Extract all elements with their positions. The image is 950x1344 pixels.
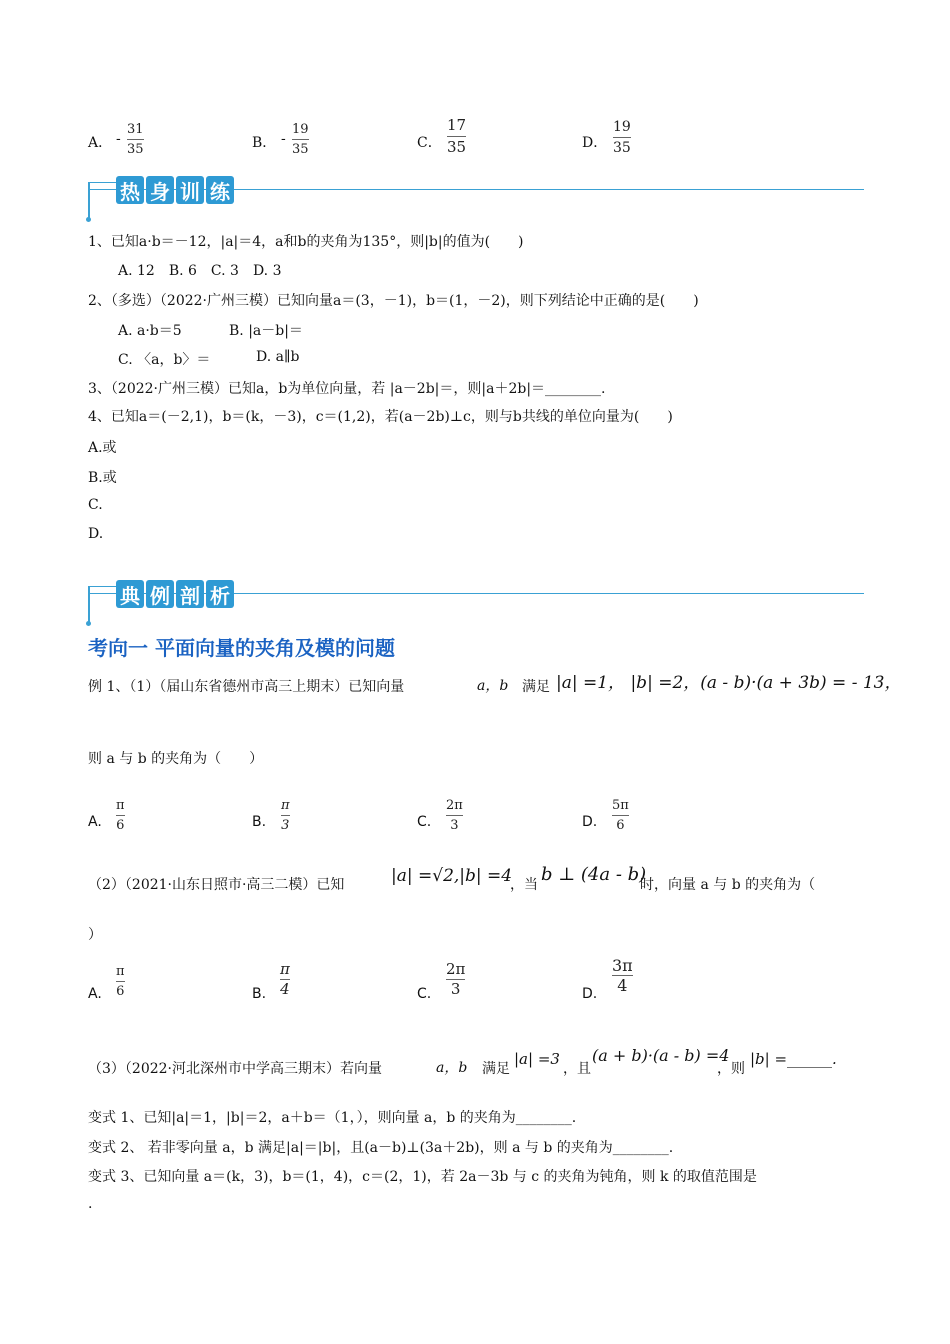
example1-part1-equation: |a| =1， |b| =2，(a - b)·(a + 3b) = - 13， (556, 673, 902, 693)
fraction-numerator: 3π (612, 956, 633, 975)
section-banner-warmup (88, 174, 864, 214)
option-label: B. (252, 986, 267, 1002)
fraction-denominator: 3 (450, 818, 459, 833)
option-fraction (612, 798, 629, 833)
example1-part1-cond: 满足 (522, 679, 550, 695)
fraction-numerator: 19 (613, 119, 631, 135)
fraction-numerator: 31 (127, 122, 144, 137)
example1-part3-end: ，则 (717, 1061, 745, 1077)
variant-1: 变式 1、已知|a|＝1，|b|＝2，a＋b＝（1，），则向量 a，b 的夹角为________. (88, 1110, 577, 1126)
option-fraction (612, 958, 633, 993)
example1-part3-mid: 满足 (482, 1061, 510, 1077)
warmup-question-2-option-a: A. a·b＝5 (118, 323, 182, 339)
fraction-numerator: 2π (446, 960, 466, 978)
variant-2: 变式 2、 若非零向量 a，b 满足|a|＝|b|，且(a－b)⊥(3a＋2b)，则 a 与 b 的夹角为________. (88, 1140, 674, 1156)
example1-var-a: a，b (477, 678, 509, 694)
fraction-denominator: 3 (281, 818, 290, 833)
variant-3-end: . (88, 1196, 93, 1212)
warmup-question-2: 2、（多选）（2022·广州三模）已知向量a＝(3，－1)，b＝(1，－2)，则下列结论中正确的是( ) (88, 293, 699, 309)
option-c-fraction (447, 117, 466, 156)
option-fraction (116, 798, 125, 833)
warmup-question-2-option-b: B. |a－b|＝ (229, 323, 303, 339)
option-label: A. (88, 986, 102, 1002)
fraction-denominator: 35 (613, 140, 631, 156)
option-label: D. (582, 814, 598, 830)
option-label: D. (582, 986, 598, 1002)
option-label: C. (417, 814, 432, 830)
warmup-question-4-option-b: B.或 (88, 470, 117, 486)
example1-part2-end: 时，向量 a 与 b 的夹角为（ (640, 877, 816, 893)
fraction-denominator: 6 (116, 984, 125, 999)
example1-part3-eq1: |a| =3 (514, 1050, 560, 1068)
fraction-denominator: 35 (292, 142, 309, 157)
fraction-numerator: π (116, 798, 125, 813)
fraction-numerator: π (281, 798, 290, 813)
warmup-question-4-option-d: D. (88, 526, 104, 542)
banner-char: 剖 (176, 580, 204, 608)
warmup-question-4-option-a: A.或 (88, 440, 117, 456)
section-banner-examples (88, 578, 864, 618)
fraction-numerator: 19 (292, 122, 309, 137)
option-a-sign: - (116, 131, 121, 147)
fraction-numerator: π (280, 960, 290, 978)
example1-part3-prefix: （3）（2022·河北深州市中学高三期末）若向量 (88, 1061, 382, 1077)
fraction-denominator: 4 (617, 976, 628, 995)
fraction-numerator: 5π (612, 798, 629, 813)
option-fraction (446, 798, 463, 833)
fraction-denominator: 3 (450, 980, 461, 998)
warmup-question-1: 1、已知a·b＝－12，|a|＝4，a和b的夹角为135°，则|b|的值为( ) (88, 234, 524, 250)
banner-char: 典 (116, 580, 144, 608)
option-fraction (281, 798, 290, 833)
banner-char: 热 (116, 176, 144, 204)
option-d-fraction (613, 119, 631, 156)
banner-char: 析 (206, 580, 234, 608)
example1-part3-answer: |b| =______. (750, 1050, 837, 1068)
example1-part2-equation: |a| =√2,|b| =4 (391, 866, 513, 886)
option-b-label: B． (252, 135, 277, 151)
option-label: A. (88, 814, 102, 830)
section-heading: 考向一 平面向量的夹角及模的问题 (88, 636, 395, 660)
example1-part3-vars: a，b (436, 1060, 468, 1076)
fraction-numerator: π (116, 964, 125, 979)
option-fraction (446, 962, 465, 997)
warmup-question-4: 4、已知a＝(－2,1)，b＝(k，－3)，c＝(1,2)，若(a－2b)⊥c，则与b共线的单位向量为( ) (88, 409, 673, 425)
banner-char: 身 (146, 176, 174, 204)
example1-part3-eq2: (a + b)·(a - b) =4 (592, 1046, 730, 1065)
warmup-question-2-option-c: C. 〈a，b〉＝ (118, 352, 211, 368)
example1-part1-question: 则 a 与 b 的夹角为（ ） (88, 751, 264, 767)
fraction-denominator: 35 (127, 142, 144, 157)
option-fraction (280, 962, 290, 997)
banner-char: 训 (176, 176, 204, 204)
option-fraction (116, 964, 125, 999)
option-a-fraction (127, 122, 144, 157)
fraction-denominator: 4 (280, 980, 290, 998)
fraction-denominator: 6 (116, 818, 125, 833)
warmup-question-2-option-d: D. a∥b (256, 349, 300, 365)
example1-part3-and: ，且 (563, 1061, 591, 1077)
warmup-question-1-options: A. 12 B. 6 C. 3 D. 3 (118, 263, 282, 279)
warmup-question-3: 3、（2022·广州三模）已知a，b为单位向量，若 |a－2b|＝，则|a＋2b|＝________. (88, 381, 606, 397)
variant-3: 变式 3、已知向量 a＝(k，3)，b＝(1，4)，c＝(2，1)，若 2a－3b 与 c 的夹角为钝角，则 k 的取值范围是 (88, 1169, 757, 1185)
option-label: B. (252, 814, 267, 830)
example1-part2-prefix: （2）（2021·山东日照市·高三二模）已知 (88, 877, 345, 893)
option-label: C. (417, 986, 432, 1002)
fraction-denominator: 6 (616, 818, 625, 833)
option-a-label: A． (88, 135, 113, 151)
option-b-sign: - (281, 131, 286, 147)
option-d-label: D． (582, 135, 608, 151)
option-b-fraction (292, 122, 309, 157)
fraction-denominator: 35 (447, 138, 467, 156)
option-c-label: C． (417, 135, 442, 151)
warmup-question-4-option-c: C. (88, 497, 103, 513)
example1-part2-perp: b ⊥ (4a - b) (541, 864, 647, 885)
fraction-numerator: 17 (447, 116, 467, 134)
banner-char: 例 (146, 580, 174, 608)
example1-part1-prefix: 例 1、（1）（届山东省德州市高三上期末）已知向量 (88, 679, 405, 695)
example1-part2-close: ） (88, 927, 102, 943)
banner-char: 练 (206, 176, 234, 204)
example1-part2-mid: ，当 (510, 877, 538, 893)
fraction-numerator: 2π (446, 798, 463, 813)
